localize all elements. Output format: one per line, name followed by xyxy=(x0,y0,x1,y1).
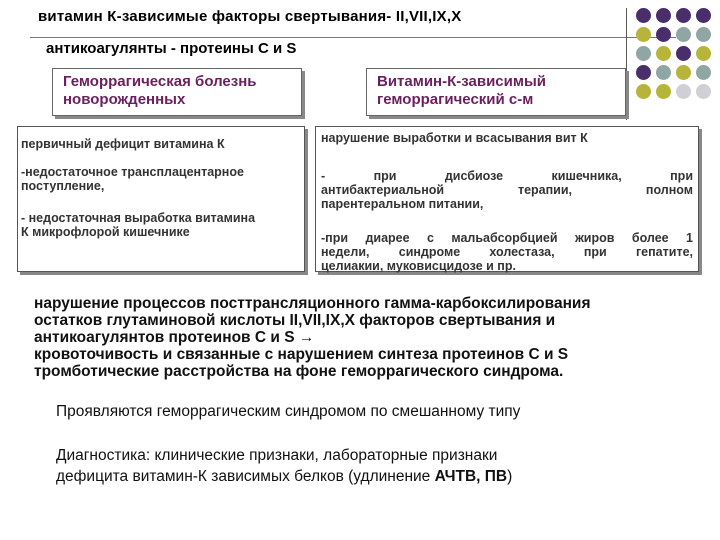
dot xyxy=(696,46,711,61)
left-item-primary-deficit: первичный дефицит витамина К xyxy=(21,137,225,151)
right-item-diarrhea-line: -при диарее с мальабсорбцией жиров более 1 xyxy=(321,231,693,245)
left-column-box xyxy=(17,126,305,272)
title-line: витамин К-зависимые факторы свертывания- II,VII,IX,X xyxy=(38,8,462,25)
pathogenesis-line: нарушение процессов посттрансляционного гамма-карбоксилирования xyxy=(34,295,591,312)
right-item-diarrhea-line: недели, синдроме холестаза, при гепатите, xyxy=(321,245,693,259)
right-item-dysbiosis xyxy=(321,169,693,211)
dot xyxy=(656,8,671,23)
dot xyxy=(676,27,691,42)
diagnostics-paragraph xyxy=(56,445,656,487)
pathogenesis-line: кровоточивость и связанные с нарушением синтеза протеинов С и S xyxy=(34,346,569,363)
pathogenesis-line: антикоагулянтов протеинов С и S → xyxy=(34,329,315,346)
decorative-vertical-line xyxy=(626,8,627,120)
right-item-dysbiosis-line: - при дисбиозе кишечника, при xyxy=(321,169,693,183)
dot xyxy=(636,84,651,99)
dot xyxy=(676,8,691,23)
dot xyxy=(636,46,651,61)
diagnostics-close: ) xyxy=(507,468,513,485)
pathogenesis-paragraph xyxy=(34,295,706,380)
left-item-microflora: - недостаточная выработка витамина К микрофлорой кишечнике xyxy=(21,211,256,239)
header-box-vitk-syndrome: Витамин-К-зависимый геморрагический с-м xyxy=(366,68,626,116)
dot xyxy=(676,46,691,61)
title-divider xyxy=(30,37,676,38)
subtitle-line: антикоагулянты - протеины С и S xyxy=(46,40,297,57)
dot xyxy=(656,46,671,61)
right-item-dysbiosis-line: парентеральном питании, xyxy=(321,197,484,211)
left-item-transplacental: -недостаточное трансплацентарное поступление, xyxy=(21,165,244,193)
diagnostics-line xyxy=(56,466,656,487)
dot xyxy=(636,27,651,42)
dot xyxy=(696,8,711,23)
dot xyxy=(656,84,671,99)
dot xyxy=(696,84,711,99)
diagnostics-tests: АЧТВ, ПВ xyxy=(434,468,508,485)
right-item-diarrhea xyxy=(321,231,693,273)
diagnostics-text: дефицита витамин-К зависимых белков (удлинение xyxy=(56,468,435,485)
dot xyxy=(676,84,691,99)
manifestation-text: Проявляются геморрагическим синдромом по смешанному типу xyxy=(56,403,521,420)
dot xyxy=(656,65,671,80)
pathogenesis-line: тромботические расстройства на фоне геморрагического синдрома. xyxy=(34,363,564,380)
right-item-diarrhea-line: целиакии, муковисцидозе и пр. xyxy=(321,259,516,273)
pathogenesis-line: остатков глутаминовой кислоты II,VII,IX,X факторов свертывания и xyxy=(34,312,556,329)
dot xyxy=(696,65,711,80)
dot xyxy=(676,65,691,80)
right-item-absorption: нарушение выработки и всасывания вит К xyxy=(321,131,588,145)
dot xyxy=(656,27,671,42)
diagnostics-line: Диагностика: клинические признаки, лабораторные признаки xyxy=(56,447,498,464)
dot xyxy=(636,8,651,23)
dot xyxy=(636,65,651,80)
dot xyxy=(696,27,711,42)
header-box-neonatal: Геморрагическая болезнь новорожденных xyxy=(52,68,302,116)
right-column-box xyxy=(315,126,699,272)
right-item-dysbiosis-line: антибактериальной терапии, полном xyxy=(321,183,693,197)
